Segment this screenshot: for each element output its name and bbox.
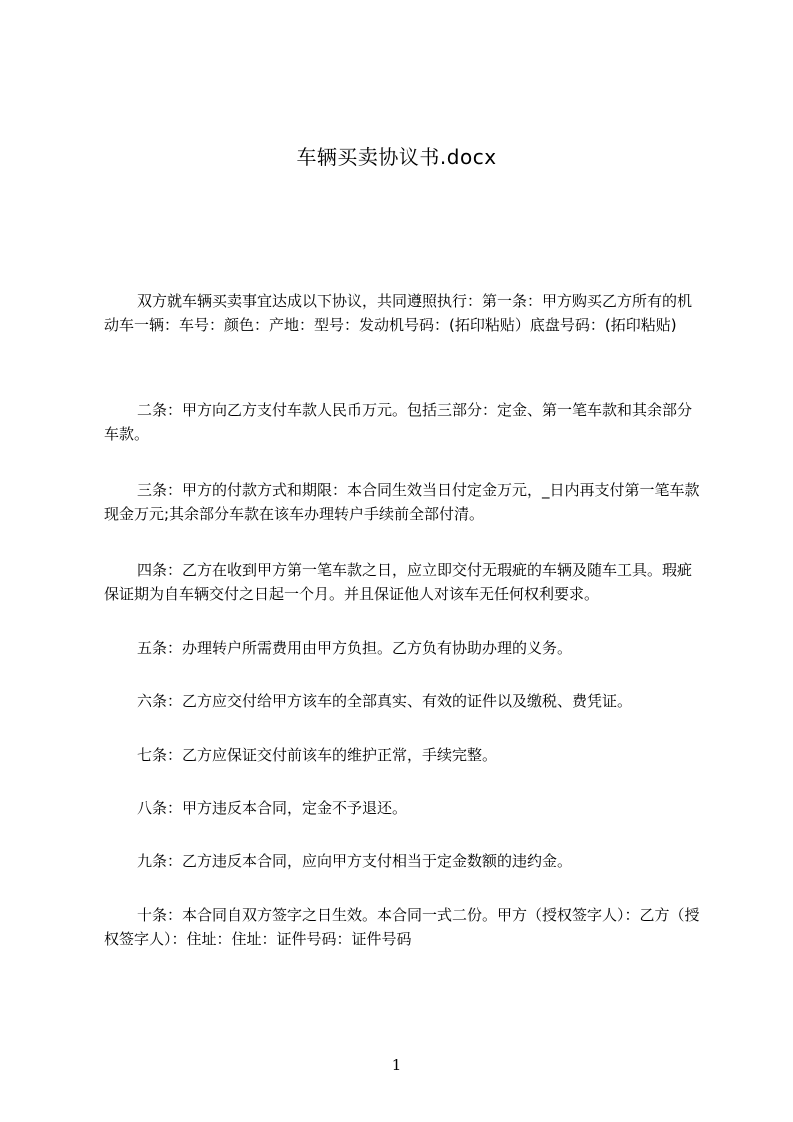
paragraph-article-3: 三条：甲方的付款方式和期限：本合同生效当日付定金万元，_日内再支付第一笔车款现金万元;其余部分车款在该车办理转户手续前全部付清。 bbox=[104, 481, 700, 523]
paragraph-article-5: 五条：办理转户所需费用由甲方负担。乙方负有协助办理的义务。 bbox=[137, 639, 573, 657]
paragraph-article-10: 十条：本合同自双方签字之日生效。本合同一式二份。甲方（授权签字人）：乙方（授权签字人）：住址：住址：证件号码：证件号码 bbox=[104, 906, 700, 948]
paragraph-intro-article-1: 双方就车辆买卖事宜达成以下协议，共同遵照执行：第一条：甲方购买乙方所有的机动车一辆：车号：颜色：产地：型号：发动机号码：(拓印粘贴）底盘号码：(拓印粘贴) bbox=[104, 292, 693, 334]
document-title: 车辆买卖协议书.docx bbox=[296, 145, 497, 169]
paragraph-article-9: 九条：乙方违反本合同，应向甲方支付相当于定金数额的违约金。 bbox=[137, 852, 573, 870]
page-number: 1 bbox=[391, 1056, 402, 1074]
paragraph-article-8: 八条：甲方违反本合同，定金不予退还。 bbox=[137, 799, 408, 817]
paragraph-article-2: 二条：甲方向乙方支付车款人民币万元。包括三部分：定金、第一笔车款和其余部分车款。 bbox=[104, 401, 693, 443]
paragraph-article-6: 六条：乙方应交付给甲方该车的全部真实、有效的证件以及缴税、费凭证。 bbox=[137, 692, 633, 710]
paragraph-article-4: 四条：乙方在收到甲方第一笔车款之日，应立即交付无瑕疵的车辆及随车工具。瑕疵保证期为自车辆交付之日起一个月。并且保证他人对该车无任何权利要求。 bbox=[104, 561, 693, 603]
paragraph-article-7: 七条：乙方应保证交付前该车的维护正常，手续完整。 bbox=[137, 746, 498, 764]
